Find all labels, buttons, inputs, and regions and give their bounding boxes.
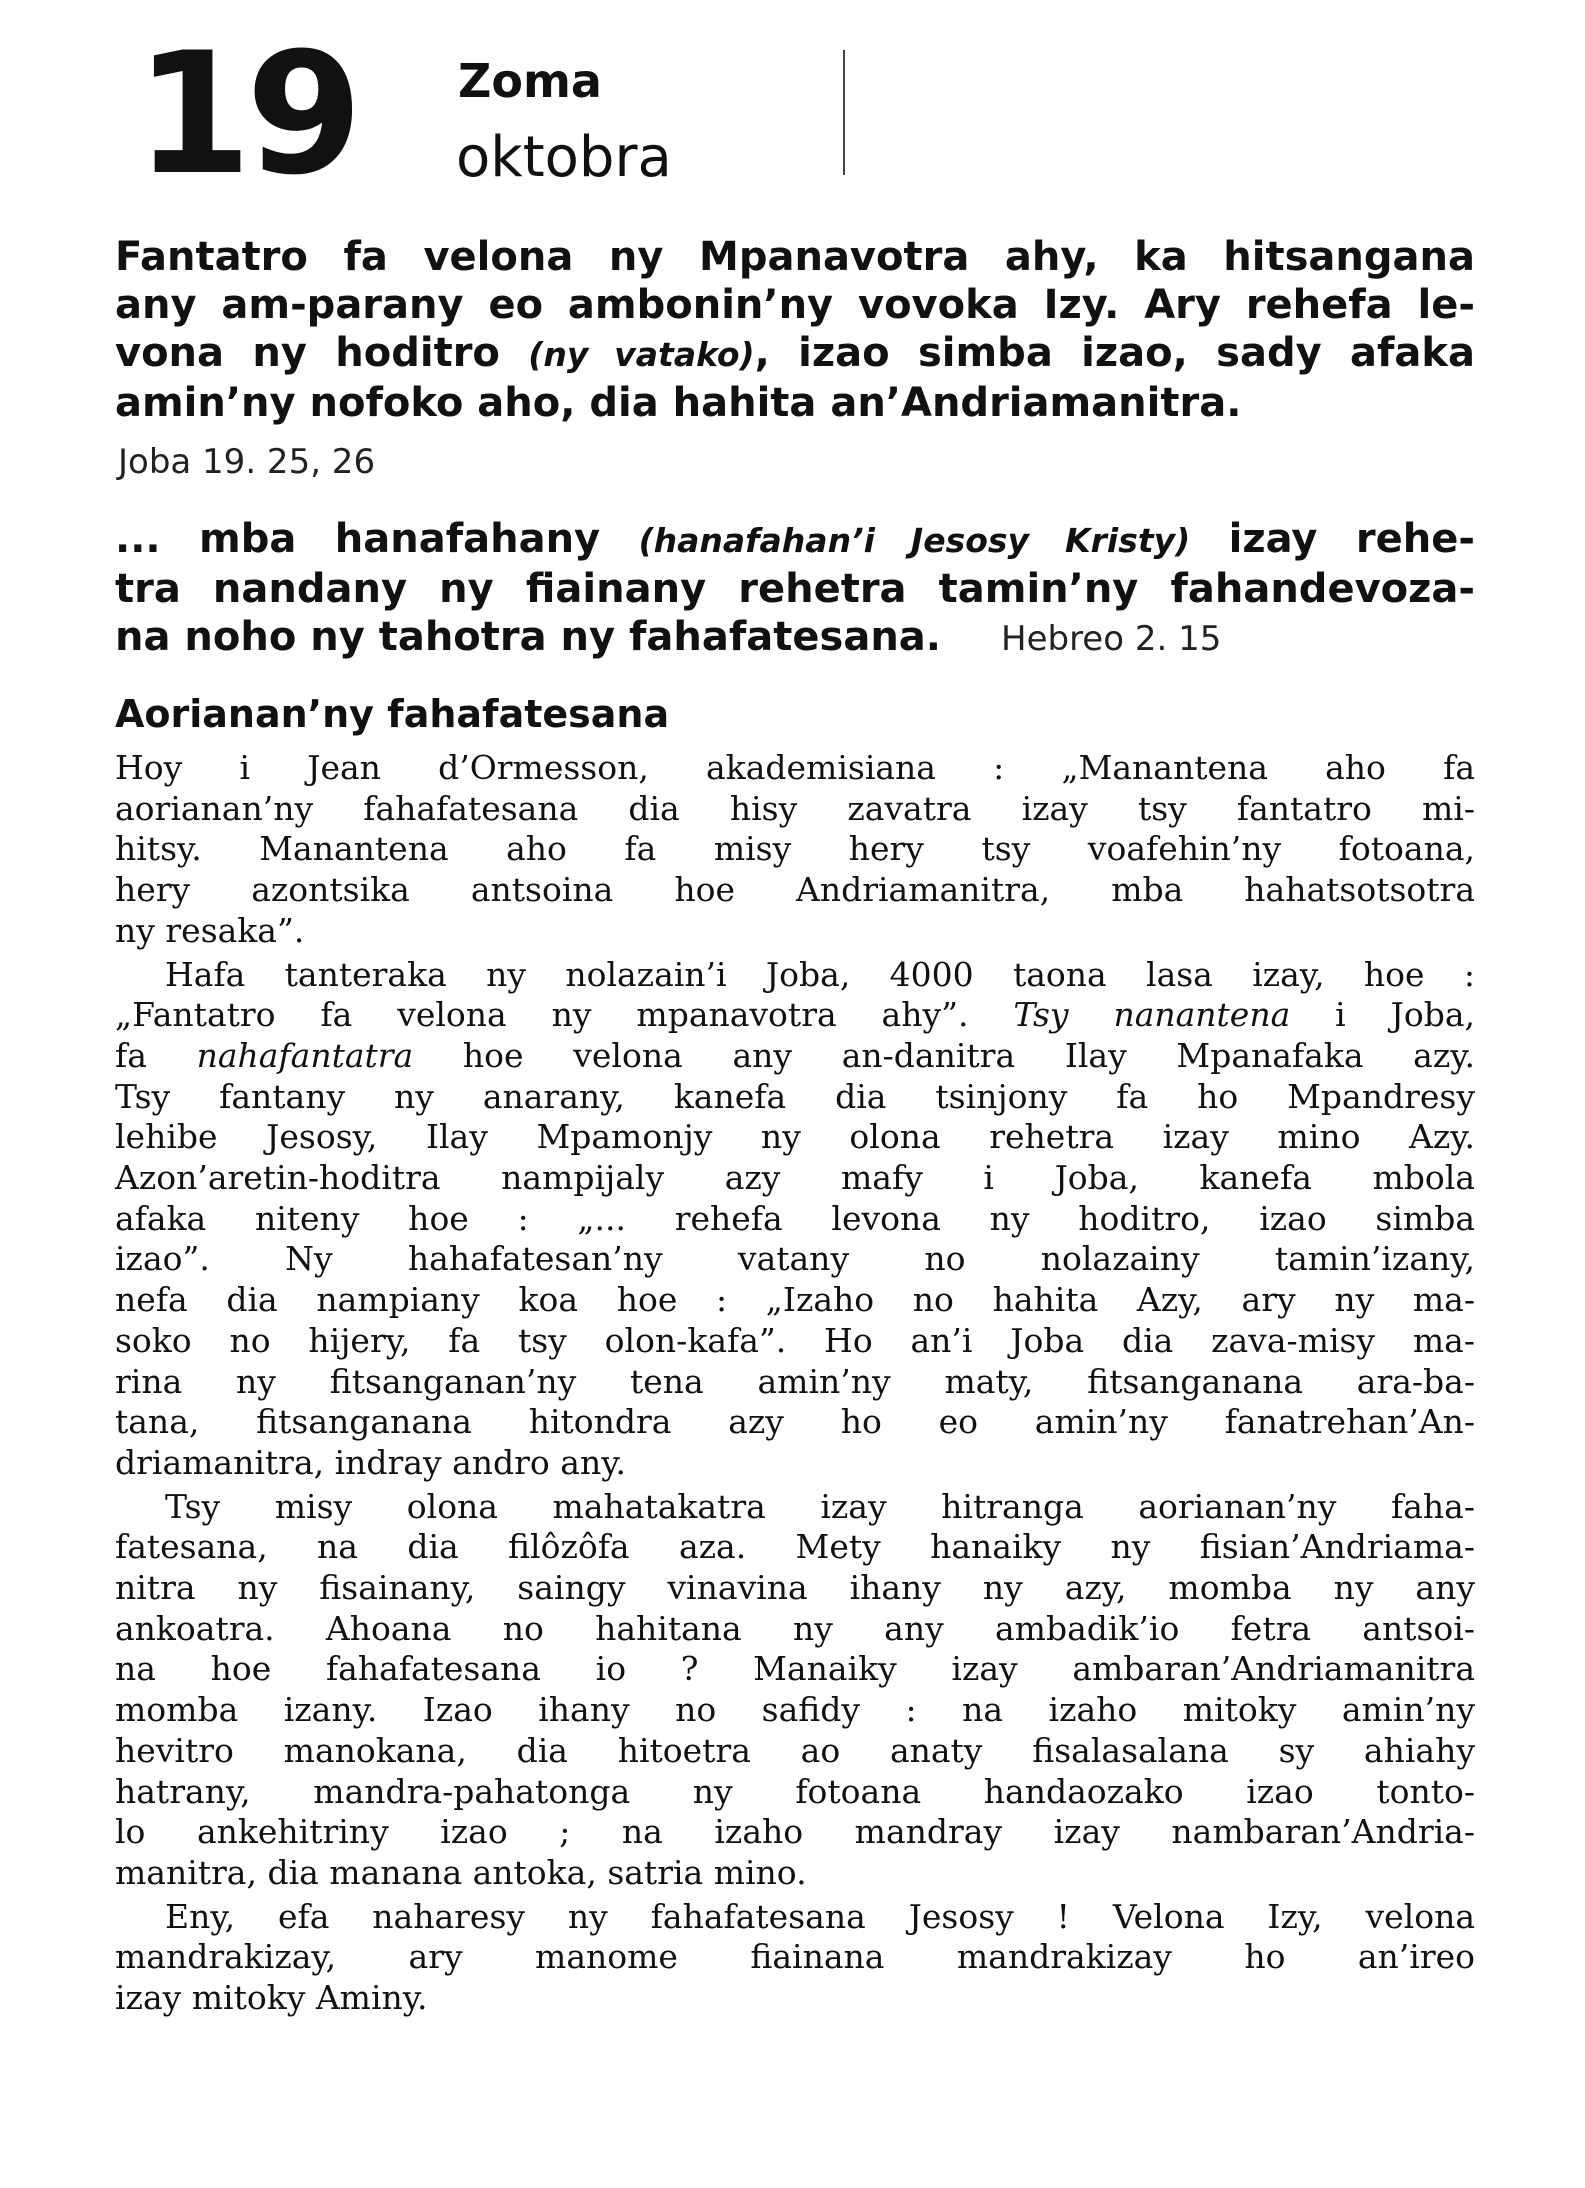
text-line: izay mitoky Aminy.	[115, 1978, 428, 2018]
day-number: 19	[135, 16, 357, 212]
text-line: Hoy i Jean d’Ormesson, akademisiana : „Manantena aho fa	[115, 748, 1475, 787]
verse-italic-note: (ny vatako)	[528, 335, 755, 374]
text-line: aorianan’ny fahafatesana dia hisy zavatra izay tsy fantatro mi-	[115, 788, 1475, 828]
verse-hebrews	[115, 515, 1475, 663]
text-line: Eny, efa naharesy ny fahafatesana Jesosy ! Velona Izy, velona	[165, 1896, 1475, 1936]
verse-italic-note: (hanafahan’i Jesosy Kristy)	[638, 521, 1191, 560]
text-line: manitra, dia manana antoka, satria mino.	[115, 1852, 807, 1892]
verse-text: , izao simba izao, sady afaka	[754, 330, 1476, 376]
text-line: hitsy. Manantena aho fa misy hery tsy voafehin’ny fotoana,	[115, 829, 1475, 869]
text-line: Hafa tanteraka ny nolazain’i Joba, 4000 taona lasa izay, hoe :	[165, 954, 1475, 994]
text-line: na hoe fahafatesana io ? Manaiky izay ambaran’Andriamanitra	[115, 1649, 1475, 1689]
text-span: fa	[115, 1035, 197, 1075]
text-line	[115, 1036, 1475, 1077]
text-line: lehibe Jesosy, Ilay Mpamonjy ny olona rehetra izay mino Azy.	[115, 1117, 1475, 1157]
paragraph-3	[115, 1487, 1475, 1894]
text-line: soko no hijery, fa tsy olon-kafa”. Ho an’i Joba dia zava-misy ma-	[115, 1320, 1475, 1360]
text-line: hevitro manokana, dia hitoetra ao anaty fisalasalana sy ahiahy	[115, 1730, 1475, 1770]
text-line: momba izany. Izao ihany no safidy : na izaho mitoky amin’ny	[115, 1690, 1475, 1730]
text-line: hery azontsika antsoina hoe Andriamanitra, mba hahatsotsotra	[115, 870, 1475, 910]
text-line: ankoatra. Ahoana no hahitana ny any ambadik’io fetra antsoi-	[115, 1608, 1475, 1648]
section-title: Aorianan’ny fahafatesana	[115, 692, 670, 736]
text-line: nefa dia nampiany koa hoe : „Izaho no hahita Azy, ary ny ma-	[115, 1280, 1475, 1320]
verse-line: tra nandany ny fiainany rehetra tamin’ny fahandevoza-	[115, 566, 1475, 612]
text-line: mandrakizay, ary manome fiainana mandrakizay ho an’ireo	[115, 1937, 1475, 1977]
verse-text: vona ny hoditro	[115, 330, 529, 376]
verse-line	[115, 515, 1475, 565]
weekday: Zoma	[458, 54, 602, 108]
text-line: Tsy misy olona mahatakatra izay hitranga aorianan’ny faha-	[165, 1486, 1475, 1526]
text-line: lo ankehitriny izao ; na izaho mandray izay nambaran’Andria-	[115, 1812, 1475, 1852]
text-line: izao”. Ny hahafatesan’ny vatany no nolazainy tamin’izany,	[115, 1239, 1475, 1279]
paragraph-4	[115, 1897, 1475, 2019]
paragraph-2	[115, 955, 1475, 1484]
verse-line	[115, 329, 1475, 379]
header-divider	[843, 50, 845, 175]
verse-line: any am-parany eo ambonin’ny vovoka Izy. Ary rehefa le-	[115, 282, 1475, 328]
text-line	[115, 995, 1475, 1036]
text-italic: nahafantatra	[196, 1035, 414, 1075]
verse-line	[115, 613, 1475, 663]
verse-reference-job: Joba 19. 25, 26	[118, 442, 376, 482]
verse-line: Fantatro fa velona ny Mpanavotra ahy, ka hitsangana	[115, 234, 1475, 280]
body-text	[115, 748, 1475, 2022]
verse-text: izay rehe-	[1190, 516, 1475, 562]
text-line: driamanitra, indray andro any.	[115, 1442, 626, 1482]
text-line: ny resaka”.	[115, 910, 305, 950]
paragraph-1	[115, 748, 1475, 952]
text-span: hoe velona any an-danitra Ilay Mpanafaka azy.	[413, 1035, 1475, 1075]
text-line: Azon’aretin-hoditra nampijaly azy mafy i Joba, kanefa mbola	[115, 1158, 1475, 1198]
verse-reference-hebrews: Hebreo 2. 15	[1001, 619, 1222, 659]
verse-text: ... mba hanafahany	[115, 516, 639, 562]
verse-line: amin’ny nofoko aho, dia hahita an’Andriamanitra.	[115, 380, 1242, 426]
text-line: hatrany, mandra-pahatonga ny fotoana handaozako izao tonto-	[115, 1771, 1475, 1811]
text-line: afaka niteny hoe : „... rehefa levona ny hoditro, izao simba	[115, 1198, 1475, 1238]
text-span: „Fantatro fa velona ny mpanavotra ahy”.	[115, 995, 1014, 1035]
text-line: rina ny fitsanganan’ny tena amin’ny maty, fitsanganana ara-ba-	[115, 1361, 1475, 1401]
verse-text: na noho ny tahotra ny fahafatesana.	[115, 614, 941, 660]
month: oktobra	[456, 125, 672, 190]
text-line: Tsy fantany ny anarany, kanefa dia tsinjony fa ho Mpandresy	[115, 1076, 1475, 1116]
text-line: fatesana, na dia filôzôfa aza. Mety hanaiky ny fisian’Andriama-	[115, 1527, 1475, 1567]
text-line: nitra ny fisainany, saingy vinavina ihany ny azy, momba ny any	[115, 1568, 1475, 1608]
verse-job	[115, 233, 1475, 427]
text-line: tana, fitsanganana hitondra azy ho eo amin’ny fanatrehan’An-	[115, 1402, 1475, 1442]
text-span: i Joba,	[1290, 995, 1476, 1035]
text-italic: Tsy nanantena	[1013, 995, 1291, 1035]
